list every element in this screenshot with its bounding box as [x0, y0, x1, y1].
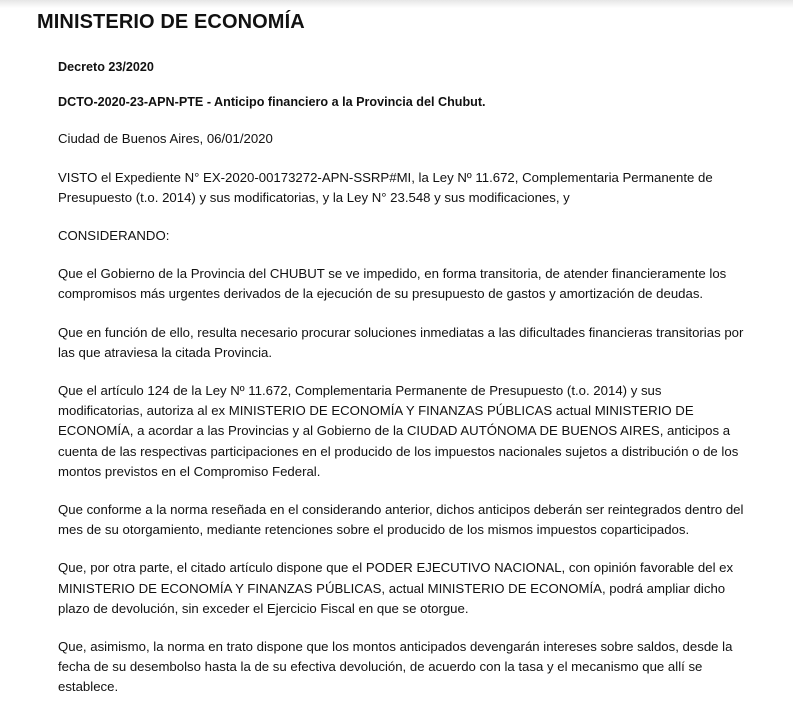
considerando-heading: CONSIDERANDO: [58, 228, 170, 244]
top-shadow [0, 0, 793, 8]
visto-paragraph: VISTO el Expediente N° EX-2020-00173272-APN-SSRP#MI, la Ley Nº 11.672, Complementaria Permanente de Presupuesto (t.o. 2014) y sus modificatorias, y la Ley N° 23.548 y sus modificaciones, y [58, 169, 713, 205]
ministry-title: MINISTERIO DE ECONOMÍA [37, 11, 305, 33]
considerando-paragraph-3: Que el artículo 124 de la Ley Nº 11.672, Complementaria Permanente de Presupuesto (t.o. 2014) y sus modificatorias, autoriza al ex MINISTERIO DE ECONOMÍA Y FINANZAS PÚBLICAS actual MINISTERIO DE ECONOMÍA, a acordar a las Provincias y al Gobierno de la CIUDAD AUTÓNOMA DE BUENOS AIRES, anticipos a cuenta de las respectivas participaciones en el producido de los impuestos nacionales sujetos a distribución o de los montos previstos en el Compromiso Federal. [58, 383, 739, 479]
considerando-paragraph-1: Que el Gobierno de la Provincia del CHUBUT se ve impedido, en forma transitoria, de atender financieramente los compromisos más urgentes derivados de la ejecución de su presupuesto de gastos y amortización de deudas. [58, 266, 727, 302]
place-date: Ciudad de Buenos Aires, 06/01/2020 [58, 131, 273, 147]
considerando-paragraph-2: Que en función de ello, resulta necesario procurar soluciones inmediatas a las dificultades financieras transitorias por las que atraviesa la citada Provincia. [58, 324, 744, 360]
considerando-paragraph-6: Que, asimismo, la norma en trato dispone que los montos anticipados devengarán intereses sobre saldos, desde la fecha de su desembolso hasta la de su efectiva devolución, de acuerdo con la tasa y el mecanismo que allí se establece. [58, 639, 733, 695]
decree-subject: DCTO-2020-23-APN-PTE - Anticipo financiero a la Provincia del Chubut. [58, 95, 486, 110]
decree-number: Decreto 23/2020 [58, 60, 154, 74]
decree-document [58, 57, 748, 716]
considerando-paragraph-4: Que conforme a la norma reseñada en el considerando anterior, dichos anticipos deberán ser reintegrados dentro del mes de su otorgamiento, mediante retenciones sobre el producido de los mismos impuestos coparticipados. [58, 502, 744, 538]
considerando-paragraph-5: Que, por otra parte, el citado artículo dispone que el PODER EJECUTIVO NACIONAL, con opinión favorable del ex MINISTERIO DE ECONOMÍA Y FINANZAS PÚBLICAS, actual MINISTERIO DE ECONOMÍA, podrá ampliar dicho plazo de devolución, sin exceder el Ejercicio Fiscal en que se otorgue. [58, 560, 734, 616]
